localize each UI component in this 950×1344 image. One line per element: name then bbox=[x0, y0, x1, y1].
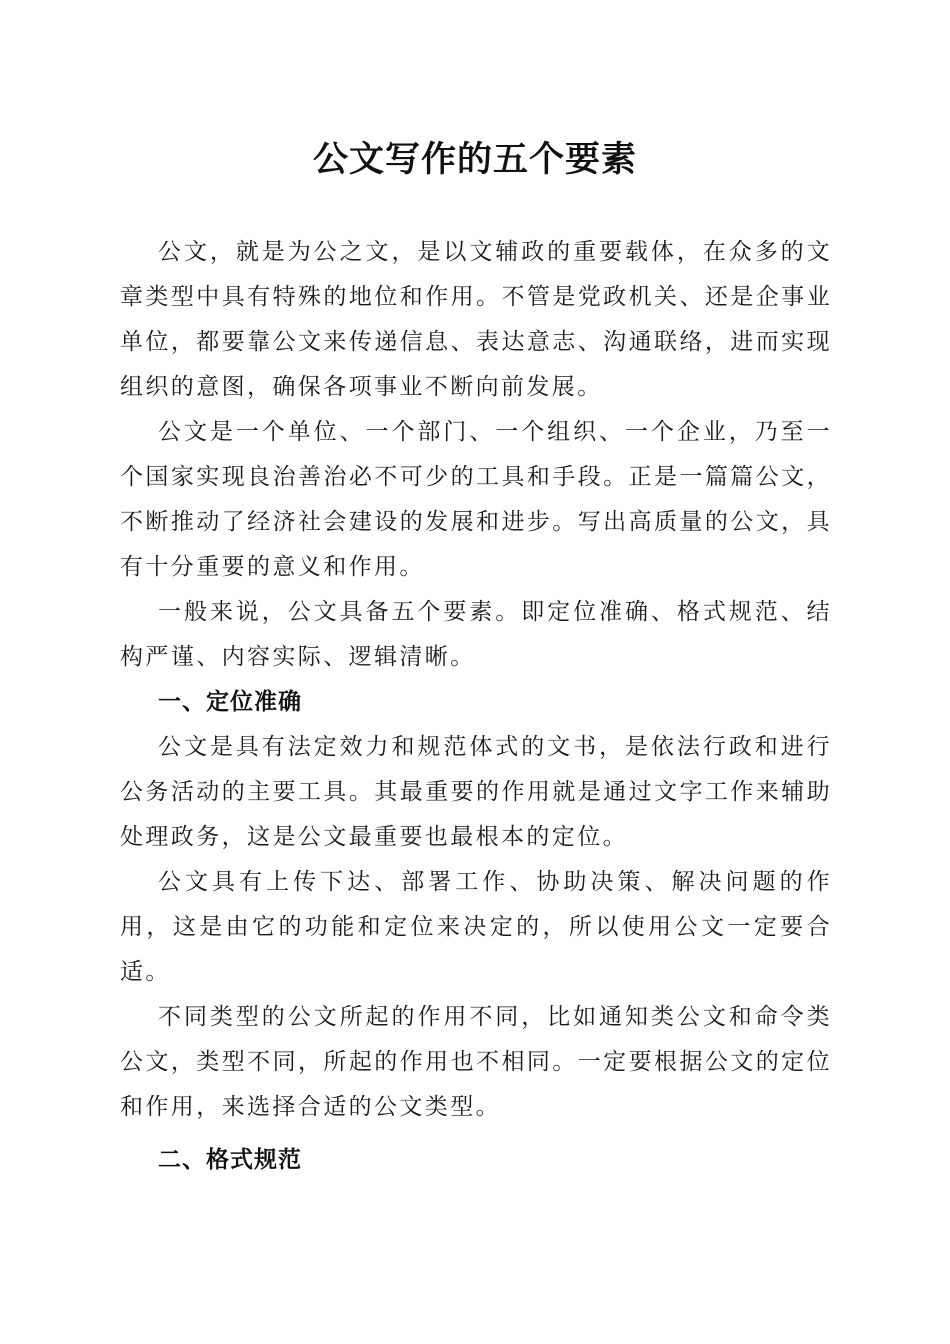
document-title: 公文写作的五个要素 bbox=[312, 139, 637, 180]
paragraph-five-elements: 一般来说，公文具备五个要素。即定位准确、格式规范、结构严谨、内容实际、逻辑清晰。 bbox=[120, 599, 832, 670]
paragraph-importance: 公文是一个单位、一个部门、一个组织、一个企业，乃至一个国家实现良治善治必不可少的工具和手段。正是一篇篇公文，不断推动了经济社会建设的发展和进步。写出高质量的公文，具有十分重要的意义和作用。 bbox=[120, 419, 832, 580]
section-heading-positioning: 一、定位准确 bbox=[158, 689, 302, 715]
paragraph-intro: 公文，就是为公之文，是以文辅政的重要载体，在众多的文章类型中具有特殊的地位和作用。不管是党政机关、还是企事业单位，都要靠公文来传递信息、表达意志、沟通联络，进而实现组织的意图，确保各项事业不断向前发展。 bbox=[120, 239, 832, 400]
paragraph-positioning-types: 不同类型的公文所起的作用不同，比如通知类公文和命令类公文，类型不同，所起的作用也不相同。一定要根据公文的定位和作用，来选择合适的公文类型。 bbox=[120, 1004, 832, 1120]
paragraph-positioning-function: 公文具有上传下达、部署工作、协助决策、解决问题的作用，这是由它的功能和定位来决定的，所以使用公文一定要合适。 bbox=[120, 869, 832, 985]
paragraph-positioning-definition: 公文是具有法定效力和规范体式的文书，是依法行政和进行公务活动的主要工具。其最重要的作用就是通过文字工作来辅助处理政务，这是公文最重要也最根本的定位。 bbox=[120, 734, 832, 850]
document-body bbox=[120, 230, 832, 1183]
section-heading-format: 二、格式规范 bbox=[158, 1147, 302, 1173]
